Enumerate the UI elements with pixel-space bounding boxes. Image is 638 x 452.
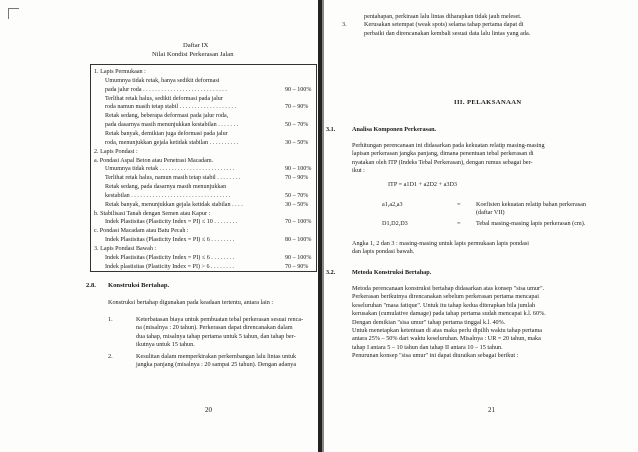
s32-line: Penurunan konsep "sisa umur" ini dapat diuraikan sebagai berikut : bbox=[352, 352, 519, 360]
s32-line: Metoda perencanaan konstruksi bertahap didasarkan atas konsep "sisa umur". bbox=[352, 285, 545, 292]
continuation-line: pentahapan, perkiraan lalu lintas diharapkan tidak jauh meleset. bbox=[364, 13, 522, 20]
table-row-value: 50 – 70% bbox=[285, 122, 309, 129]
table-title: Daftar IX bbox=[183, 42, 209, 49]
page-number-right: 21 bbox=[488, 406, 495, 414]
table-row-value: 70 – 90% bbox=[285, 263, 309, 270]
continuation-line: Kerusakan setempat (weak spots) selama tahap pertama dapat di bbox=[364, 21, 524, 29]
table-row-label: Retak sedang, beberapa deformasi pada jalur roda, bbox=[105, 113, 229, 120]
s32-title: Metoda Konstruksi Bertahap. bbox=[352, 269, 432, 276]
table-row-value: 80 – 100% bbox=[285, 237, 312, 244]
item-1-line: dua tahap, misalnya tahap pertama untuk 5 tahun, dan tahap ber- bbox=[136, 332, 296, 340]
item-2-line: Kesulitan dalam memperkirakan perkembangan lalu lintas untuk bbox=[136, 353, 297, 360]
angka-line: dan lapis pondasi bawah. bbox=[352, 248, 415, 256]
item-number-1: 1. bbox=[108, 316, 113, 323]
s32-paragraph bbox=[352, 285, 546, 361]
table-row-label: Umumnya tidak retak . . . . . . . . . . . . . . . . . . . . . . . . . bbox=[105, 166, 235, 173]
def2-symbol: D1,D2,D3 bbox=[382, 220, 408, 227]
table-row bbox=[91, 86, 316, 94]
table-row bbox=[91, 236, 316, 244]
table-row bbox=[91, 227, 316, 235]
table-row bbox=[91, 130, 316, 138]
page-number-left: 20 bbox=[205, 406, 212, 414]
table-row bbox=[91, 165, 316, 173]
table-row-label: b. Stabilisasi Tanah dengan Semen atau Kapur : bbox=[94, 210, 211, 217]
table-row bbox=[91, 95, 316, 103]
s32-line: Perkerasan berikutnya direncanakan sebelum perkerasan pertama mencapai bbox=[352, 293, 539, 301]
item-number-2: 2. bbox=[108, 353, 113, 360]
table-row bbox=[91, 192, 316, 200]
table-row-label: kestabilan . . . . . . . . . . . . . . . . . . . . . . . . . . . . . . . . . bbox=[105, 192, 231, 199]
table-row-label: 1. Lapis Permukaan : bbox=[94, 69, 146, 75]
section-title: Konstruksi Bertahap. bbox=[108, 282, 170, 289]
table-row bbox=[91, 77, 316, 85]
s31-line: Perhitungan perencanaan ini didasarkan pada kekuatan relatip masing-masing bbox=[352, 142, 545, 149]
s32-number: 3.2. bbox=[326, 269, 336, 276]
table-row-label: Retak sedang, pada dasarnya masih menunjukkan bbox=[105, 184, 227, 191]
table-row-label: Terlihat retak halus, namun masih tetap stabil . . . . . . . . bbox=[105, 175, 241, 182]
def1-text bbox=[476, 201, 586, 218]
table-row bbox=[91, 210, 316, 218]
def2-eq: = bbox=[457, 220, 461, 227]
table-row-value: 30 – 50% bbox=[285, 139, 309, 146]
s32-line: keseluruhan "masa fatique". Untuk itu tahap kedua diterapkan bila jumlah bbox=[352, 301, 536, 309]
table-row-label: a. Pondasi Aspal Beton atau Penetrasi Macadam. bbox=[94, 157, 214, 164]
table-row bbox=[91, 157, 316, 165]
condition-table bbox=[90, 64, 317, 272]
table-row-label: roda namun masih tetap stabil . . . . . . . . . . . . . . . . . . . bbox=[105, 104, 236, 111]
table-row bbox=[91, 183, 316, 191]
s31-title: Analisa Komponen Perkerasan. bbox=[352, 126, 437, 133]
s31-paragraph bbox=[352, 142, 545, 176]
continuation-text bbox=[364, 13, 530, 38]
table-row bbox=[91, 201, 316, 209]
def1-symbol: a1,a2,a3 bbox=[382, 201, 403, 208]
table-row bbox=[91, 254, 316, 262]
table-row-value: 90 – 100% bbox=[285, 166, 312, 173]
s31-line: ikut : bbox=[352, 167, 365, 175]
s32-line: Untuk menetapkan ketentuan di atas maka perlu dipilih waktu tahap pertama bbox=[352, 327, 543, 335]
chapter-heading: III. PELAKSANAAN bbox=[454, 99, 522, 106]
table-row bbox=[91, 121, 316, 129]
table-row-label: Retak banyak, demikian juga deformasi pada jalur bbox=[105, 130, 228, 137]
item-text-1 bbox=[136, 316, 303, 350]
table-row-value: 50 – 70% bbox=[285, 192, 309, 199]
s31-line: lapisan perkerasan jangka panjang, dimana penentuan tebal perkerasan di bbox=[352, 150, 534, 158]
item-text-2 bbox=[136, 353, 296, 370]
table-row-label: c. Pondasi Macadam atau Batu Pecah : bbox=[94, 228, 189, 235]
table-row bbox=[91, 103, 316, 111]
table-row bbox=[91, 174, 316, 182]
s31-line: nyatakan oleh ITP (Indeks Tebal Perkerasan), dengan rumus sebagai ber- bbox=[352, 158, 533, 166]
item-1-line: na (misalnya : 20 tahun). Perkerasan dapat direncanakan dalam bbox=[136, 324, 293, 332]
table-row-value: 70 – 90% bbox=[285, 175, 309, 182]
itp-formula: ITP = a1D1 + a2D2 + a3D3 bbox=[388, 181, 458, 188]
table-row bbox=[91, 263, 316, 271]
def1-line: Koefisien kekuatan relatip bahan perkerasan bbox=[476, 201, 586, 208]
table-row bbox=[91, 218, 316, 226]
table-row-label: Retak banyak, menunjukkan gejala ketidak stabilan . . . . bbox=[105, 201, 243, 208]
table-row-value: 90 – 100% bbox=[285, 86, 312, 93]
table-row-label: roda, menunjukkan gejala ketidak stabilan . . . . . . . . . . bbox=[105, 139, 239, 146]
left-page bbox=[0, 0, 318, 452]
s31-number: 3.1. bbox=[326, 126, 336, 133]
item-1-line: ikutnya untuk 15 tahun. bbox=[136, 341, 195, 349]
item-number-3: 3. bbox=[342, 21, 347, 28]
angka-paragraph bbox=[352, 240, 529, 257]
def1-line: (daftar VII) bbox=[476, 209, 505, 217]
section-number: 2.8. bbox=[86, 282, 96, 289]
table-row-label: 3. Lapis Pondasi Bawah : bbox=[94, 246, 157, 252]
table-row-value: 70 – 100% bbox=[285, 219, 312, 226]
table-subtitle: Nilai Kondisi Perkerasan Jalan bbox=[152, 51, 234, 58]
table-row bbox=[91, 245, 316, 253]
section-intro: Konstruksi bertahap digunakan pada keadaan tertentu, antara lain : bbox=[108, 299, 274, 306]
table-row-label: Umumnya tidak retak, hanya sedikit deformasi bbox=[105, 77, 220, 84]
table-row bbox=[91, 148, 316, 156]
table-row-label: pada dasarnya masih menunjukkan kestabilan . . . . . . . bbox=[105, 122, 239, 129]
def2-text: Tebal masing-masing lapis perkerasan (cm). bbox=[476, 220, 586, 227]
continuation-line: perbaiki dan direncanakan kembali sesuai data lalu lintas yang ada. bbox=[364, 29, 531, 37]
table-row-label: pada jalur roda . . . . . . . . . . . . . . . . . . . . . . . . . . . . bbox=[105, 86, 227, 93]
table-row-label: 2. Lapis Pondasi : bbox=[94, 148, 138, 155]
table-row-label: Indek plastisitas (Plasticity Index = PI) > 6 . . . . . . . . bbox=[105, 263, 234, 270]
table-row-value: 90 – 100% bbox=[285, 254, 312, 261]
angka-line: Angka 1, 2 dan 3 : masing-masing untuk lapis permukaan lapis pondasi bbox=[352, 240, 530, 247]
table-row bbox=[91, 139, 316, 147]
item-1-line: Keterbatasan biaya untuk pembuatan tebal perkerasan sesuai renca- bbox=[136, 316, 304, 323]
table-row bbox=[91, 68, 316, 76]
table-row-label: Indek Plastisitas (Plasticity Index = PI) ≤ 10 . . . . . . . . bbox=[105, 219, 238, 226]
table-row bbox=[91, 112, 316, 120]
item-2-line: jangka panjang (misalnya : 20 sampai 25 tahun). Dengan adanya bbox=[136, 361, 297, 369]
s32-line: antara 25% – 50% dari waktu keseluruhan. Misalnya : UR = 20 tahun, maka bbox=[352, 335, 541, 343]
s32-line: Dengan demikian "sisa umur" tahap pertama tinggal k.l. 40%. bbox=[352, 318, 506, 326]
s32-line: tahap I antara 5 – 10 tahun dan tahap II antara 10 – 15 tahun. bbox=[352, 343, 503, 351]
s32-line: kerusakan (cumulative damage) pada tahap pertama sudah mencapai k.l. 60%. bbox=[352, 310, 546, 318]
table-row-label: Terlihat retak halus, sedikit deformasi pada jalur bbox=[105, 95, 223, 102]
table-row-label: Indek Plastisitas (Plasticity Index = PI) ≤ 6 . . . . . . . . bbox=[105, 254, 235, 261]
table-row-label: Indek Plastisitas (Plasticity Index = PI) ≤ 6 . . . . . . . . bbox=[105, 237, 235, 244]
table-row-value: 70 – 90% bbox=[285, 104, 309, 111]
table-row-value: 30 – 50% bbox=[285, 201, 309, 208]
right-page bbox=[324, 0, 638, 452]
def1-eq: = bbox=[457, 201, 461, 208]
